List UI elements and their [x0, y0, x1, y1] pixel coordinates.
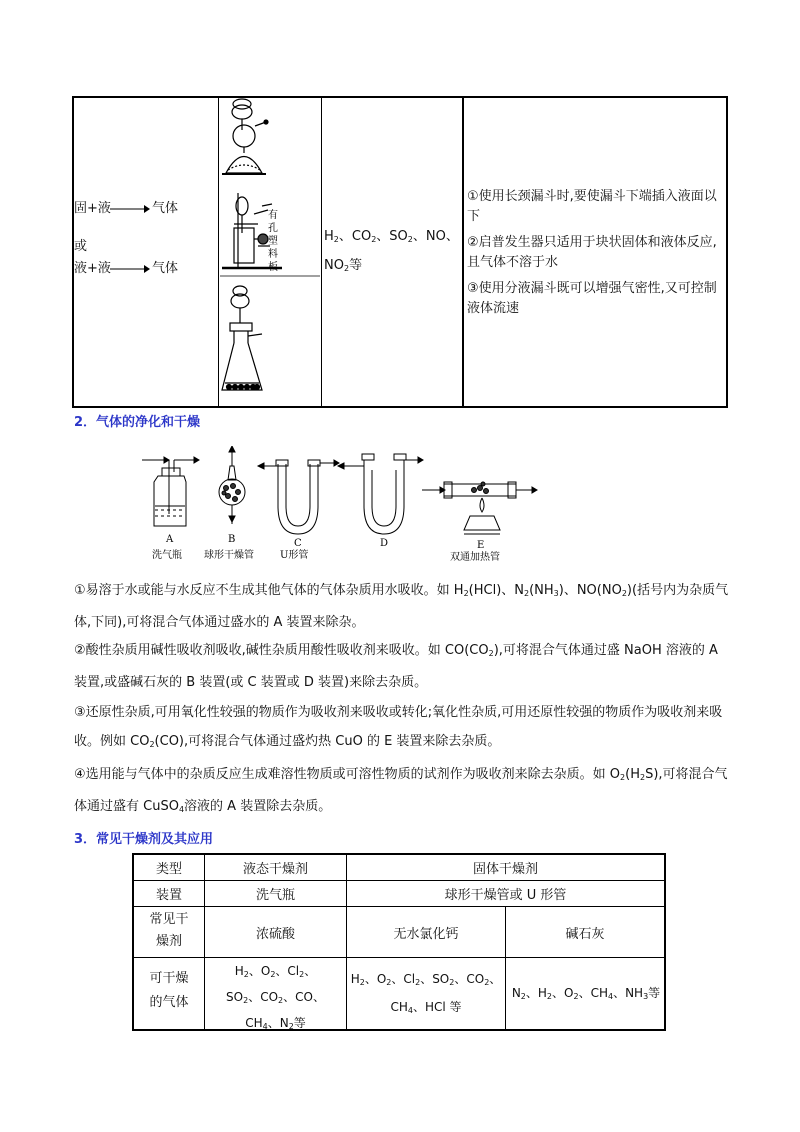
- subscript: 2: [288, 1022, 294, 1031]
- reaction-or: 或: [74, 239, 88, 254]
- label-char: 孔: [268, 223, 278, 234]
- text-fragment: 、: [489, 972, 502, 986]
- text-fragment: SO: [226, 990, 244, 1004]
- gases-liquid-desiccant: [205, 960, 346, 1038]
- notes-cell: [467, 187, 725, 319]
- note-item: ②启普发生器只适用于块状固体和液体反应,且气体不溶于水: [467, 235, 717, 270]
- header-solid: 固体干燥剂: [472, 862, 538, 877]
- subscript: 4: [178, 805, 185, 814]
- text-fragment: 等: [648, 986, 661, 1000]
- paragraph-4: [74, 760, 730, 824]
- text-fragment: 、CO: [248, 990, 279, 1004]
- text-fragment: 、N: [267, 1016, 289, 1030]
- figure-name: U形管: [280, 550, 309, 561]
- text-fragment: 、Cl: [391, 972, 416, 986]
- figure-name: 球形干燥管: [204, 550, 254, 561]
- text-fragment: 可干燥: [149, 971, 189, 986]
- reaction-type-cell: [74, 196, 216, 282]
- subscript: 2: [573, 992, 579, 1001]
- spherical-drying-tube-icon: [219, 446, 245, 524]
- text-fragment: 、CO: [454, 972, 485, 986]
- text-fragment: H: [350, 972, 360, 986]
- reaction-gas-2: 气体: [152, 261, 179, 276]
- text-fragment: 、CO、: [283, 990, 325, 1004]
- subscript: 2: [621, 589, 627, 598]
- figure-name: 双通加热管: [450, 552, 500, 563]
- subscript: 2: [333, 235, 339, 244]
- figure-letter: D: [380, 538, 389, 549]
- figure-letter: C: [294, 538, 302, 549]
- agent-sulfuric-acid: 浓硫酸: [255, 927, 295, 942]
- reaction-gas-1: 气体: [152, 201, 179, 216]
- gas-washing-bottle-icon: [142, 457, 199, 526]
- subscript: 3: [643, 992, 649, 1001]
- subscript: 4: [262, 1022, 268, 1031]
- row-gas-label: [134, 967, 204, 1015]
- text-fragment: N: [511, 986, 521, 1000]
- header-liquid: 液态干燥剂: [242, 862, 308, 877]
- agent-calcium-chloride: 无水氯化钙: [393, 927, 459, 942]
- text-fragment: 的气体: [149, 995, 189, 1010]
- heating-tube-icon: [422, 482, 537, 534]
- subscript: 2: [278, 996, 284, 1005]
- u-tube-icon-d: [338, 454, 423, 534]
- text-fragment: ②酸性杂质用碱性吸收剂吸收,碱性杂质用酸性吸收剂来吸收。如 CO(CO: [74, 643, 489, 658]
- subscript: 2: [359, 978, 365, 987]
- text-fragment: ③还原性杂质,可用氧化性较强的物质作为吸收剂来吸收或转化;氧化性杂质,可用还原性较强的物质作为吸收剂来吸收。例如 CO: [74, 705, 723, 749]
- label-char: 料: [268, 249, 278, 260]
- text-fragment: 、SO: [420, 972, 450, 986]
- subscript: 2: [415, 978, 421, 987]
- row-device-label: 装置: [155, 888, 182, 903]
- label-char: 塑: [268, 236, 278, 247]
- gas-text: 、CO: [338, 229, 372, 244]
- text-fragment: (NH: [529, 583, 554, 598]
- subscript: 2: [407, 235, 413, 244]
- row-common-label: [134, 909, 204, 953]
- text-fragment: CH: [390, 1000, 408, 1014]
- subscript: 2: [371, 235, 377, 244]
- text-fragment: 、H: [525, 986, 547, 1000]
- subscript: 2: [299, 970, 305, 979]
- subscript: 2: [463, 589, 469, 598]
- paragraph-2: [74, 636, 730, 697]
- section-3-title: 3．常见干燥剂及其应用: [74, 832, 214, 847]
- subscript: 2: [243, 996, 249, 1005]
- subscript: 2: [520, 992, 526, 1001]
- arrow-icon: [110, 264, 150, 274]
- header-type: 类型: [155, 862, 182, 877]
- text-fragment: 、O: [248, 964, 271, 978]
- figure-letter: E: [477, 540, 485, 551]
- subscript: 3: [553, 589, 559, 598]
- subscript: 4: [607, 992, 614, 1001]
- gas-text: 等: [349, 258, 363, 273]
- subscript: 2: [620, 773, 626, 782]
- gas-text: 、NO、: [412, 229, 459, 244]
- text-fragment: (HCl)、N: [468, 583, 524, 598]
- paragraph-3: [74, 698, 730, 759]
- perforated-plate-label: [268, 208, 278, 273]
- gas-text: NO: [324, 258, 344, 273]
- subscript: 2: [449, 978, 455, 987]
- text-fragment: 、CH: [578, 986, 608, 1000]
- section-2-title: 2．气体的净化和干燥: [74, 415, 201, 430]
- text-fragment: 、: [304, 964, 317, 978]
- subscript: 2: [546, 992, 553, 1001]
- separatory-funnel-flask-icon: [222, 99, 268, 174]
- purification-apparatus-figure: [138, 446, 538, 568]
- text-fragment: ④选用能与气体中的杂质反应生成难溶性物质或可溶性物质的试剂作为吸收剂来除去杂质。如 O: [74, 767, 621, 782]
- text-fragment: S),可将混合气体通过盛有 CuSO: [74, 767, 728, 814]
- text-fragment: 常见干: [149, 912, 189, 927]
- device-solid: 球形干燥管或 U 形管: [444, 888, 567, 903]
- device-liquid: 洗气瓶: [255, 888, 295, 903]
- subscript: 2: [243, 970, 249, 979]
- text-fragment: 、NH: [613, 986, 644, 1000]
- gas-text: 、SO: [376, 229, 408, 244]
- arrow-icon: [110, 204, 150, 214]
- gas-generator-apparatus-figure: [220, 98, 320, 406]
- figure-name: 洗气瓶: [152, 550, 182, 561]
- gases-cell: [324, 224, 460, 282]
- conical-flask-funnel-icon: [220, 276, 320, 390]
- reaction-solid-liquid: 固+液: [74, 201, 111, 216]
- text-fragment: H: [234, 964, 244, 978]
- subscript: 2: [484, 978, 490, 987]
- subscript: 2: [386, 978, 392, 987]
- text-fragment: 、Cl: [275, 964, 300, 978]
- agent-soda-lime: 碱石灰: [565, 927, 605, 942]
- gases-calcium-chloride: [347, 967, 505, 1023]
- note-item: ①使用长颈漏斗时,要使漏斗下端插入液面以下: [467, 189, 717, 224]
- label-char: 板: [268, 262, 278, 273]
- text-fragment: 燥剂: [155, 934, 182, 949]
- text-fragment: ①易溶于水或能与水反应不生成其他气体的气体杂质用水吸收。如 H: [74, 583, 464, 598]
- subscript: 2: [343, 264, 350, 273]
- subscript: 2: [270, 970, 276, 979]
- text-fragment: )(括号内为杂质气体,下同),可将混合气体通过盛水的 A 装置来除杂。: [74, 583, 729, 630]
- subscript: 2: [524, 589, 530, 598]
- text-fragment: 溶液的 A 装置除去杂质。: [184, 799, 332, 814]
- text-fragment: 等: [293, 1016, 306, 1030]
- gas-text: H: [324, 229, 334, 244]
- text-fragment: (H: [625, 767, 640, 782]
- figure-letter: B: [228, 534, 236, 545]
- label-char: 有: [268, 210, 278, 221]
- subscript: 2: [488, 649, 494, 658]
- subscript: 2: [149, 740, 155, 749]
- text-fragment: CH: [245, 1016, 263, 1030]
- reaction-liquid-liquid: 液+液: [74, 261, 111, 276]
- gases-soda-lime: [506, 984, 666, 1001]
- text-fragment: (CO),可将混合气体通过盛灼热 CuO 的 E 装置来除去杂质。: [154, 734, 501, 749]
- text-fragment: ),可将混合气体通过盛 NaOH 溶液的 A 装置,或盛碱石灰的 B 装置(或 C 装置或 D 装置)来除去杂质。: [74, 643, 718, 690]
- subscript: 2: [639, 773, 646, 782]
- paragraph-1: [74, 576, 730, 637]
- text-fragment: 、O: [364, 972, 387, 986]
- subscript: 4: [407, 1006, 413, 1015]
- u-tube-icon-c: [258, 460, 339, 534]
- text-fragment: 、O: [552, 986, 574, 1000]
- text-fragment: )、NO(NO: [558, 583, 622, 598]
- note-item: ③使用分液漏斗既可以增强气密性,又可控制液体流速: [467, 281, 717, 316]
- text-fragment: 、HCl 等: [412, 1000, 462, 1014]
- figure-letter: A: [166, 534, 174, 545]
